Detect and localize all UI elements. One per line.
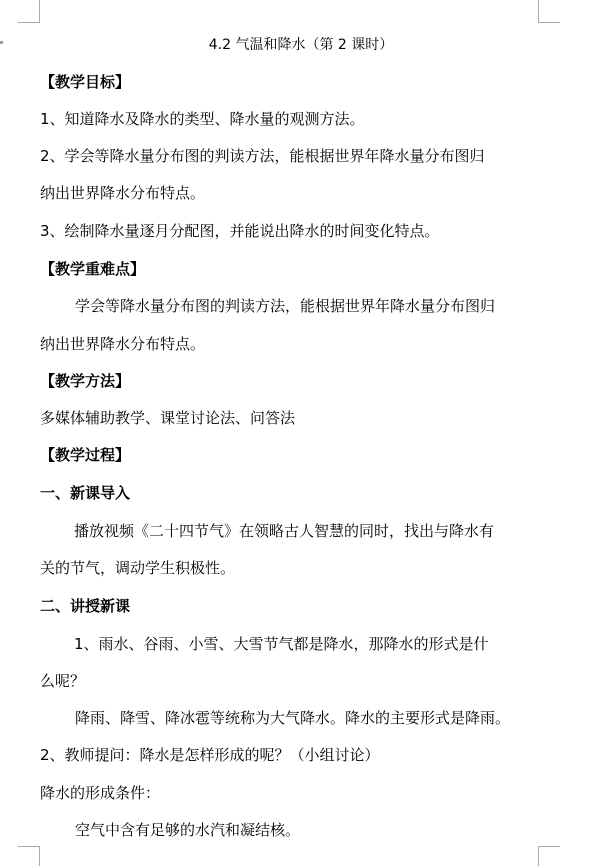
section-heading-methods: 【教学方法】 [40, 372, 131, 390]
lesson-point-1-continued: 么呢？ [40, 672, 86, 690]
introduction-text: 播放视频《二十四节气》在领略古人智慧的同时，找出与降水有 [74, 522, 495, 540]
crop-mark-bottom-right-horizontal [538, 846, 560, 847]
section-heading-objectives: 【教学目标】 [40, 73, 131, 91]
crop-mark-top-right-vertical [538, 0, 539, 22]
crop-mark-bottom-right-vertical [538, 846, 539, 866]
key-points-text: 学会等降水量分布图的判读方法，能根据世界年降水量分布图归 [75, 297, 496, 315]
formation-conditions-text: 空气中含有足够的水汽和凝结核。 [75, 821, 301, 839]
crop-mark-top-left-vertical [39, 0, 40, 22]
formation-conditions-label: 降水的形成条件： [40, 784, 161, 802]
methods-text: 多媒体辅助教学、课堂讨论法、问答法 [40, 409, 296, 427]
section-heading-key-points: 【教学重难点】 [40, 260, 146, 278]
objective-2-continued: 纳出世界降水分布特点。 [40, 184, 206, 202]
document-title: 4.2 气温和降水（第 2 课时） [208, 37, 394, 53]
subheading-new-lesson: 二、讲授新课 [40, 597, 131, 615]
objective-3: 3、绘制降水量逐月分配图，并能说出降水的时间变化特点。 [40, 222, 440, 240]
lesson-point-1: 1、雨水、谷雨、小雪、大雪节气都是降水，那降水的形式是什 [74, 635, 489, 653]
crop-mark-top-right-horizontal [538, 22, 560, 23]
section-heading-process: 【教学过程】 [40, 446, 131, 464]
lesson-point-2: 2、教师提问：降水是怎样形成的呢？（小组讨论） [40, 746, 380, 764]
objective-1: 1、知道降水及降水的类型、降水量的观测方法。 [40, 110, 365, 128]
key-points-text-continued: 纳出世界降水分布特点。 [40, 335, 206, 353]
objective-2: 2、学会等降水量分布图的判读方法，能根据世界年降水量分布图归 [40, 147, 485, 165]
crop-mark-bottom-left-horizontal [18, 846, 40, 847]
subheading-introduction: 一、新课导入 [40, 484, 131, 502]
crop-mark-bottom-left-vertical [39, 846, 40, 866]
lesson-answer-1: 降雨、降雪、降冰雹等统称为大气降水。降水的主要形式是降雨。 [75, 709, 511, 727]
introduction-text-continued: 关的节气，调动学生积极性。 [40, 559, 236, 577]
crop-mark-top-left-horizontal [18, 22, 40, 23]
